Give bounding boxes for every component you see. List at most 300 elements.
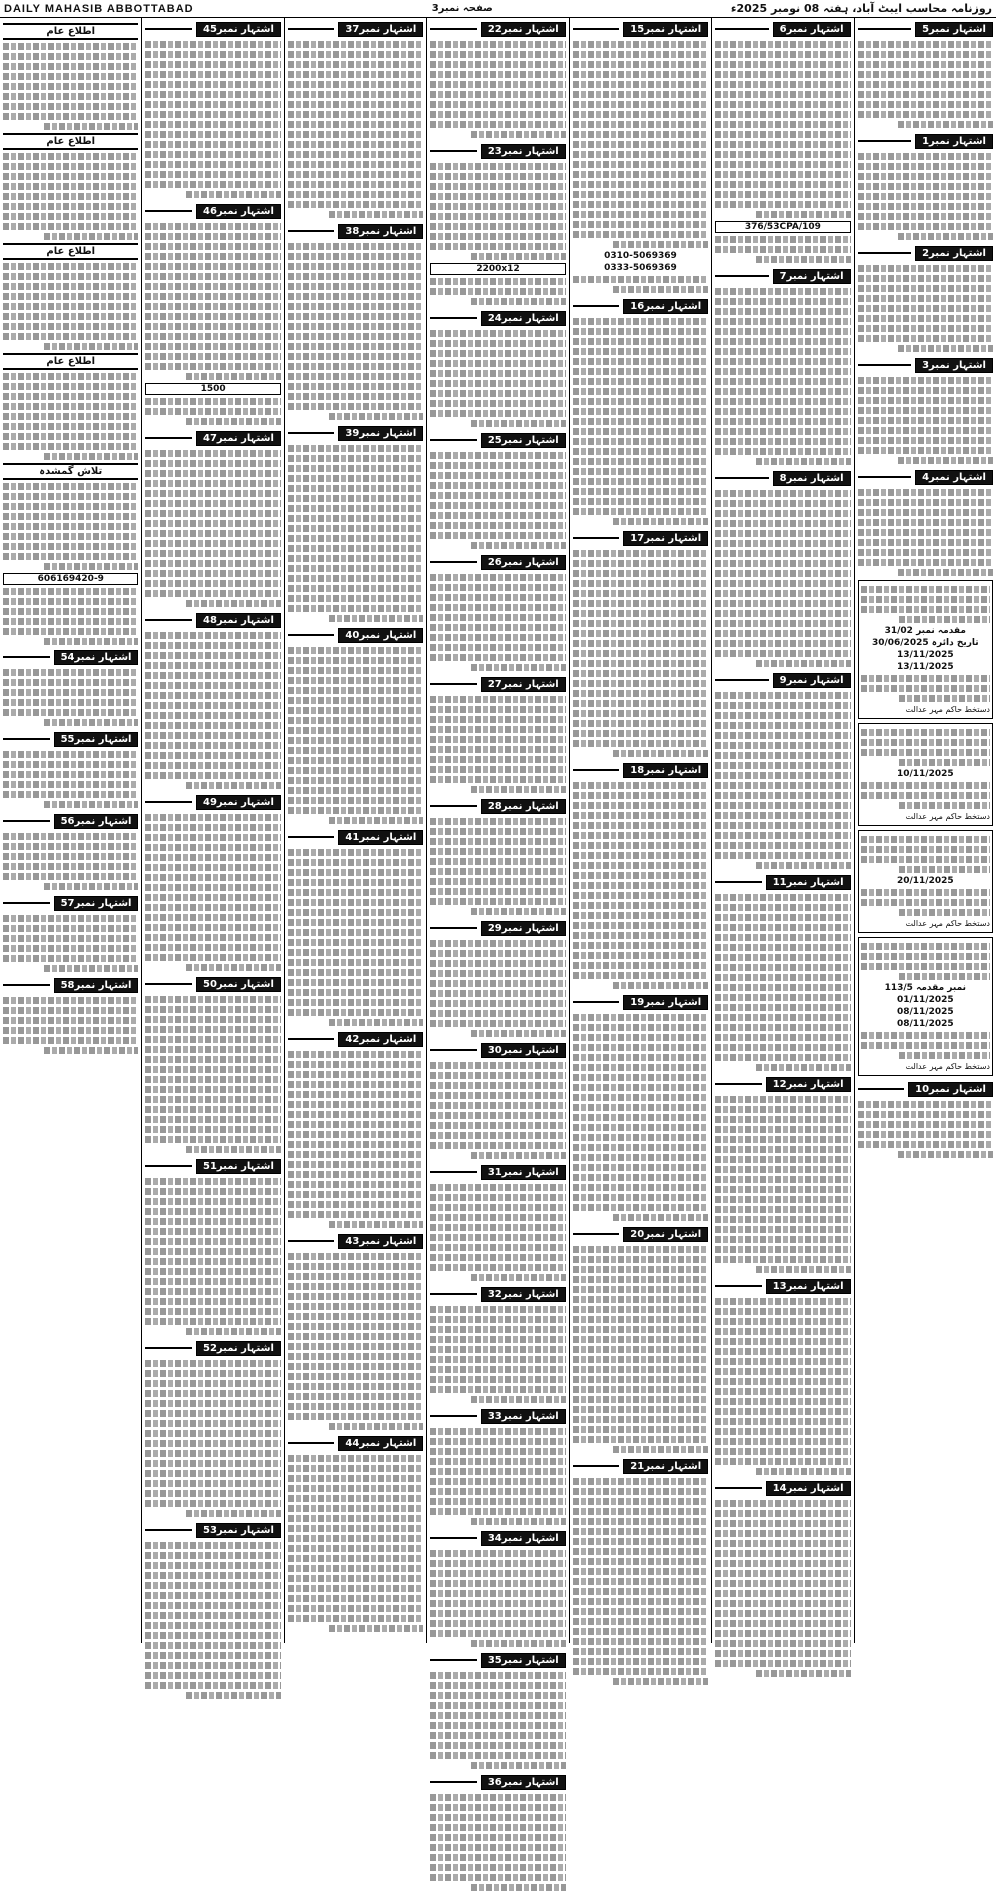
text-line: [430, 1194, 565, 1201]
header-rule: [430, 561, 477, 563]
text-line: [898, 569, 993, 576]
text-line: [715, 1054, 850, 1061]
text-line: [715, 1600, 850, 1607]
text-line: [715, 171, 850, 178]
text-line: [573, 408, 708, 415]
text-line: [145, 1642, 280, 1649]
header-rule: [858, 252, 911, 254]
court-notice: [858, 937, 993, 1076]
text-line: [430, 960, 565, 967]
text-line: [573, 1084, 708, 1091]
text-line: [430, 716, 565, 723]
text-line: [3, 283, 138, 290]
text-line: [430, 970, 565, 977]
header-rule: [573, 1465, 620, 1467]
advert-header: [715, 20, 850, 38]
advert-number-badge: اشتہار نمبر20: [623, 1227, 708, 1242]
text-line: [288, 647, 423, 654]
advert-item: [715, 469, 850, 667]
header-rule: [288, 432, 335, 434]
text-line: [573, 862, 708, 869]
text-line: [329, 1019, 424, 1026]
text-line: [715, 1126, 850, 1133]
text-line: [145, 343, 280, 350]
advert-header: [715, 1075, 850, 1093]
text-line: [288, 1545, 423, 1552]
text-line: [715, 600, 850, 607]
text-line: [573, 1014, 708, 1021]
text-line: [858, 1131, 993, 1138]
header-rule: [145, 1347, 192, 1349]
text-line: [3, 533, 138, 540]
text-line: [288, 495, 423, 502]
dateline: روزنامہ محاسب ایبٹ آباد، ہفتہ 08 نومبر 2025ء: [730, 2, 992, 15]
text-line: [430, 990, 565, 997]
text-line: [430, 1366, 565, 1373]
text-line: [288, 51, 423, 58]
text-line: [288, 1091, 423, 1098]
text-line: [145, 1096, 280, 1103]
text-line: [430, 1468, 565, 1475]
text-line: [573, 1034, 708, 1041]
advert-header: [145, 793, 280, 811]
text-line: [715, 348, 850, 355]
text-line: [145, 243, 280, 250]
text-line: [861, 729, 990, 736]
advert-item: [145, 20, 280, 198]
text-line: [145, 171, 280, 178]
advert-item: [288, 1434, 423, 1632]
text-line: [145, 450, 280, 457]
text-line: [430, 1590, 565, 1597]
header-rule: [430, 439, 477, 441]
advert-item: [573, 1457, 708, 1685]
text-line: [145, 924, 280, 931]
text-line: [44, 453, 139, 460]
text-line: [715, 131, 850, 138]
text-line: [3, 153, 138, 160]
text-line: [430, 1214, 565, 1221]
text-line: [430, 1498, 565, 1505]
text-line: [573, 111, 708, 118]
text-line: [715, 914, 850, 921]
text-line: [715, 832, 850, 839]
text-line: [145, 864, 280, 871]
text-line: [288, 1071, 423, 1078]
text-line: [430, 41, 565, 48]
text-line: [715, 111, 850, 118]
text-line: [430, 532, 565, 539]
text-line: [430, 492, 565, 499]
advert-header: [145, 202, 280, 220]
text-line: [573, 1246, 708, 1253]
header-rule: [573, 1233, 620, 1235]
advert-header: [858, 356, 993, 374]
text-line: [145, 1228, 280, 1235]
header-rule: [288, 1240, 335, 1242]
text-line: [288, 989, 423, 996]
text-line: [613, 1678, 708, 1685]
text-line: [145, 1420, 280, 1427]
advert-number-badge: اشتہار نمبر22: [481, 22, 566, 37]
advert-item: [430, 309, 565, 427]
text-line: [858, 61, 993, 68]
text-line: [288, 1313, 423, 1320]
advert-number-badge: اشتہار نمبر42: [338, 1032, 423, 1047]
text-line: [573, 211, 708, 218]
advert-header: [145, 20, 280, 38]
text-line: [430, 1458, 565, 1465]
advert-number-badge: اشتہار نمبر50: [196, 977, 281, 992]
text-line: [145, 161, 280, 168]
text-line: [715, 1500, 850, 1507]
text-line: [430, 858, 565, 865]
text-line: [145, 632, 280, 639]
text-line: [430, 736, 565, 743]
text-line: [288, 1009, 423, 1016]
text-line: [715, 742, 850, 749]
text-line: [430, 502, 565, 509]
text-line: [430, 1428, 565, 1435]
text-line: [430, 370, 565, 377]
text-line: [3, 43, 138, 50]
text-line: [145, 652, 280, 659]
text-line: [715, 1620, 850, 1627]
text-line: [145, 1410, 280, 1417]
text-line: [145, 1602, 280, 1609]
text-line: [858, 437, 993, 444]
text-line: [145, 530, 280, 537]
text-line: [145, 814, 280, 821]
text-line: [430, 980, 565, 987]
text-line: [471, 1030, 566, 1037]
advert-header: [145, 1339, 280, 1357]
text-line: [471, 542, 566, 549]
text-line: [288, 939, 423, 946]
text-line: [3, 93, 138, 100]
text-line: [329, 413, 424, 420]
page-number: صفحہ نمبر3: [431, 3, 493, 14]
text-line: [145, 333, 280, 340]
advert-number-badge: اشتہار نمبر19: [623, 995, 708, 1010]
text-line: [861, 856, 990, 863]
text-line: [145, 1278, 280, 1285]
text-line: [715, 101, 850, 108]
text-line: [858, 203, 993, 210]
text-line: [3, 598, 138, 605]
text-line: [288, 909, 423, 916]
text-line: [145, 662, 280, 669]
text-line: [573, 842, 708, 849]
text-line: [288, 1121, 423, 1128]
text-line: [145, 1672, 280, 1679]
advert-item: [288, 626, 423, 824]
text-line: [715, 650, 850, 657]
text-line: [288, 757, 423, 764]
text-line: [573, 1024, 708, 1031]
advert-item: [430, 1041, 565, 1159]
text-line: [3, 709, 138, 716]
text-line: [3, 588, 138, 595]
text-line: [145, 1036, 280, 1043]
text-line: [573, 1286, 708, 1293]
text-line: [715, 201, 850, 208]
text-line: [573, 912, 708, 919]
court-notice: [858, 830, 993, 933]
text-line: [573, 368, 708, 375]
advert-number-badge: اشتہار نمبر2: [915, 246, 993, 261]
text-line: [573, 1488, 708, 1495]
text-line: [430, 1814, 565, 1821]
advert-number-badge: اشتہار نمبر41: [338, 830, 423, 845]
advert-number-badge: اشتہار نمبر43: [338, 1234, 423, 1249]
text-line: [573, 448, 708, 455]
text-line: [288, 515, 423, 522]
text-line: [715, 610, 850, 617]
text-line: [430, 1000, 565, 1007]
text-line: [573, 1174, 708, 1181]
text-line: [573, 1608, 708, 1615]
text-line: [715, 1044, 850, 1051]
text-line: [288, 1403, 423, 1410]
text-line: [430, 1020, 565, 1027]
text-line: [756, 1468, 851, 1475]
text-line: [288, 1605, 423, 1612]
text-line: [288, 353, 423, 360]
text-line: [573, 590, 708, 597]
notice-date: 08/11/2025: [896, 1007, 954, 1017]
text-line: [573, 852, 708, 859]
text-line: [858, 407, 993, 414]
text-line: [288, 1303, 423, 1310]
text-line: [471, 298, 566, 305]
text-line: [430, 183, 565, 190]
text-line: [715, 1298, 850, 1305]
text-line: [573, 802, 708, 809]
text-line: [573, 378, 708, 385]
text-line: [573, 171, 708, 178]
text-line: [288, 1061, 423, 1068]
text-line: [430, 350, 565, 357]
text-line: [430, 1732, 565, 1739]
text-line: [145, 996, 280, 1003]
notice-signature: دستخط حاکم مہر عدالت: [905, 919, 990, 928]
advert-item: [145, 611, 280, 789]
text-line: [430, 1600, 565, 1607]
text-line: [430, 1478, 565, 1485]
text-line: [145, 1298, 280, 1305]
text-line: [573, 1416, 708, 1423]
text-line: [715, 438, 850, 445]
text-line: [145, 273, 280, 280]
text-line: [3, 83, 138, 90]
text-line: [573, 822, 708, 829]
text-line: [573, 276, 708, 283]
text-line: [430, 223, 565, 230]
text-line: [288, 485, 423, 492]
text-line: [861, 792, 990, 799]
text-line: [145, 742, 280, 749]
advert-number-badge: اشتہار نمبر45: [196, 22, 281, 37]
text-line: [145, 874, 280, 881]
text-line: [898, 457, 993, 464]
text-line: [3, 945, 138, 952]
advert-header: [715, 1277, 850, 1295]
text-line: [288, 1505, 423, 1512]
text-line: [573, 151, 708, 158]
text-line: [715, 712, 850, 719]
text-line: [715, 1318, 850, 1325]
text-line: [715, 1408, 850, 1415]
text-line: [3, 313, 138, 320]
text-line: [858, 101, 993, 108]
notice-date: تاریخ دائرہ 30/06/2025: [871, 638, 979, 648]
text-line: [288, 1333, 423, 1340]
text-line: [715, 1024, 850, 1031]
advert-item: [145, 429, 280, 607]
text-line: [430, 400, 565, 407]
text-line: [715, 1458, 850, 1465]
text-line: [145, 1460, 280, 1467]
text-line: [715, 1116, 850, 1123]
text-line: [288, 707, 423, 714]
text-line: [3, 618, 138, 625]
header-rule: [430, 805, 477, 807]
header-rule: [715, 28, 768, 30]
text-line: [186, 1692, 281, 1699]
advert-number-badge: اشتہار نمبر47: [196, 431, 281, 446]
header-rule: [3, 738, 50, 740]
court-notice: [858, 723, 993, 826]
text-line: [573, 91, 708, 98]
text-line: [288, 1585, 423, 1592]
text-line: [430, 340, 565, 347]
text-line: [288, 1525, 423, 1532]
text-line: [573, 181, 708, 188]
text-line: [715, 944, 850, 951]
text-line: [715, 141, 850, 148]
text-line: [288, 273, 423, 280]
advert-header: [430, 142, 565, 160]
notice-heading: اطلاع عام: [3, 23, 138, 40]
advert-number-badge: اشتہار نمبر52: [196, 1341, 281, 1356]
text-line: [715, 1590, 850, 1597]
text-line: [288, 1465, 423, 1472]
text-line: [573, 1074, 708, 1081]
text-line: [145, 642, 280, 649]
text-line: [573, 640, 708, 647]
text-line: [573, 1204, 708, 1211]
text-line: [573, 1276, 708, 1283]
text-line: [573, 792, 708, 799]
text-line: [430, 1488, 565, 1495]
text-line: [430, 838, 565, 845]
text-line: [430, 111, 565, 118]
text-line: [430, 390, 565, 397]
text-line: [288, 283, 423, 290]
text-line: [3, 303, 138, 310]
text-line: [715, 1650, 850, 1657]
text-line: [288, 1101, 423, 1108]
advert-header: [288, 626, 423, 644]
text-line: [573, 338, 708, 345]
text-line: [715, 842, 850, 849]
text-line: [715, 1226, 850, 1233]
text-line: [715, 428, 850, 435]
text-line: [573, 498, 708, 505]
text-line: [715, 1570, 850, 1577]
column-7: [0, 18, 141, 1643]
text-line: [573, 388, 708, 395]
text-line: [573, 1396, 708, 1403]
text-line: [715, 1096, 850, 1103]
text-line: [288, 1141, 423, 1148]
header-rule: [145, 1529, 192, 1531]
text-line: [430, 818, 565, 825]
advert-header: [858, 132, 993, 150]
text-line: [573, 1164, 708, 1171]
header-rule: [145, 619, 192, 621]
text-line: [861, 675, 990, 682]
text-line: [573, 680, 708, 687]
text-line: [3, 403, 138, 410]
text-line: [573, 1316, 708, 1323]
text-line: [145, 1076, 280, 1083]
text-line: [430, 243, 565, 250]
text-line: [3, 761, 138, 768]
text-line: [3, 263, 138, 270]
text-line: [573, 81, 708, 88]
advert-header: [288, 424, 423, 442]
text-line: [145, 1572, 280, 1579]
text-line: [715, 1156, 850, 1163]
text-line: [288, 889, 423, 896]
text-line: [145, 1490, 280, 1497]
header-rule: [288, 836, 335, 838]
text-line: [145, 1450, 280, 1457]
text-line: [861, 782, 990, 789]
text-line: [288, 747, 423, 754]
text-line: [3, 193, 138, 200]
text-line: [145, 722, 280, 729]
text-line: [288, 465, 423, 472]
advert-header: [430, 1285, 565, 1303]
text-line: [858, 499, 993, 506]
text-line: [715, 236, 850, 243]
text-line: [3, 853, 138, 860]
text-line: [430, 1386, 565, 1393]
header-rule: [858, 364, 911, 366]
text-line: [288, 71, 423, 78]
column-2: [711, 18, 853, 1643]
text-line: [288, 535, 423, 542]
notice-date: نمبر مقدمہ 113/5: [884, 983, 966, 993]
notice-date: 20/11/2025: [896, 876, 954, 886]
text-line: [145, 854, 280, 861]
text-line: [288, 455, 423, 462]
text-line: [715, 1186, 850, 1193]
text-line: [573, 51, 708, 58]
text-line: [145, 1632, 280, 1639]
text-line: [471, 420, 566, 427]
text-line: [186, 1328, 281, 1335]
text-line: [573, 1668, 708, 1675]
text-line: [430, 278, 565, 285]
text-line: [430, 452, 565, 459]
text-line: [573, 348, 708, 355]
text-line: [145, 954, 280, 961]
text-line: [186, 1510, 281, 1517]
